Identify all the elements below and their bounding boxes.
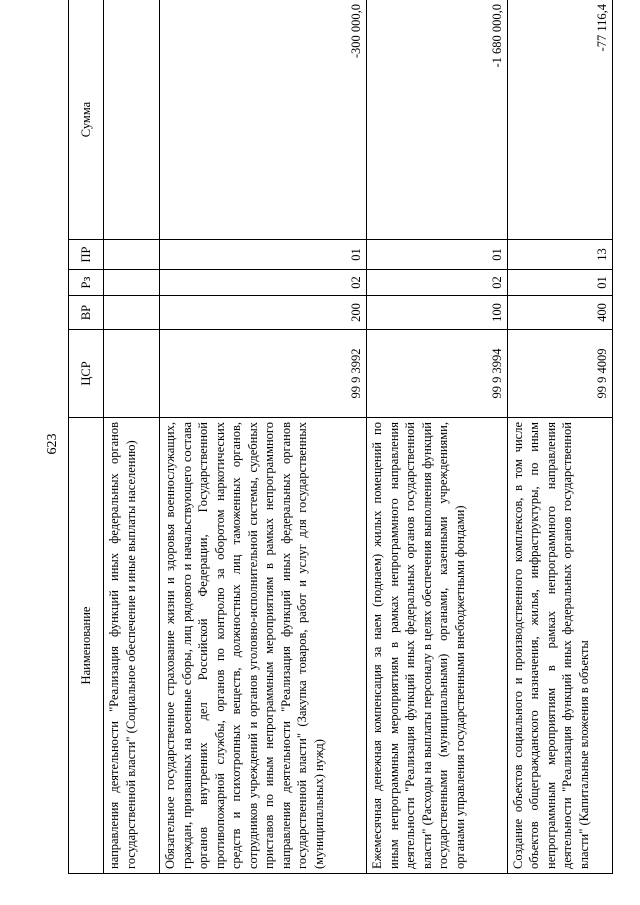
row-name: направления деятельности "Реализация функций иных федеральных органов государственной власти" (Социальное обеспечение и иные выплаты населению) — [104, 418, 160, 874]
table-row — [507, 0, 612, 874]
row-pr: 01 — [367, 240, 508, 270]
row-vr — [104, 296, 160, 330]
row-csr: 99 9 3992 — [160, 330, 367, 418]
row-rz: 01 — [507, 270, 612, 296]
row-sum — [104, 0, 160, 240]
table-row — [160, 0, 367, 874]
page-number: 623 — [45, 433, 60, 455]
row-pr: 01 — [160, 240, 367, 270]
header-vr: ВР — [69, 296, 104, 330]
header-rz: Рз — [69, 270, 104, 296]
budget-table-container — [68, 0, 613, 874]
header-pr: ПР — [69, 240, 104, 270]
header-csr: ЦСР — [69, 330, 104, 418]
row-pr: 13 — [507, 240, 612, 270]
row-name: Создание объектов социального и производственного комплексов, в том числе объектов общегражданского назначения, жилья, инфраструктуры, по иным непрограммным мероприятиям в рамках непрограммного направления деятельности "Реализация функций иных федеральных органов государственной власти" (Капитальные вложения в объекты — [507, 418, 612, 874]
header-name: Наименование — [69, 418, 104, 874]
row-csr: 99 9 4009 — [507, 330, 612, 418]
row-sum: -77 116,4 — [507, 0, 612, 240]
row-name: Ежемесячная денежная компенсация за наем (поднаем) жилых помещений по иным непрограммным мероприятиям в рамках непрограммного направления деятельности "Реализация функций иных федеральных органов государственной власти" (Расходы на выплаты персоналу в целях обеспечения выполнения функций государственными (муниципальными) органами, казенными учреждениями, органами управления государственными внебюджетными фондами) — [367, 418, 508, 874]
row-vr: 400 — [507, 296, 612, 330]
row-vr: 100 — [367, 296, 508, 330]
table-header-row — [69, 0, 104, 874]
budget-table — [68, 0, 613, 874]
header-sum: Сумма — [69, 0, 104, 240]
row-rz: 02 — [367, 270, 508, 296]
table-row — [367, 0, 508, 874]
row-vr: 200 — [160, 296, 367, 330]
table-row — [104, 0, 160, 874]
row-rz — [104, 270, 160, 296]
row-sum: -1 680 000,0 — [367, 0, 508, 240]
row-csr: 99 9 3994 — [367, 330, 508, 418]
row-csr — [104, 330, 160, 418]
row-name: Обязательное государственное страхование жизни и здоровья военнослужащих, граждан, призванных на военные сборы, лиц рядового и начальствующего состава органов внутренних дел Российской Федерации, Государственной противопожарной службы, органов по контролю за оборотом наркотических средств и психотропных веществ, должностных лиц таможенных органов, сотрудников учреждений и органов уголовно-исполнительной системы, судебных приставов по иным непрограммным мероприятиям в рамках непрограммного направления деятельности "Реализация функций иных федеральных органов государственной власти" (Закупка товаров, работ и услуг для государственных (муниципальных) нужд) — [160, 418, 367, 874]
row-rz: 02 — [160, 270, 367, 296]
row-pr — [104, 240, 160, 270]
row-sum: -300 000,0 — [160, 0, 367, 240]
